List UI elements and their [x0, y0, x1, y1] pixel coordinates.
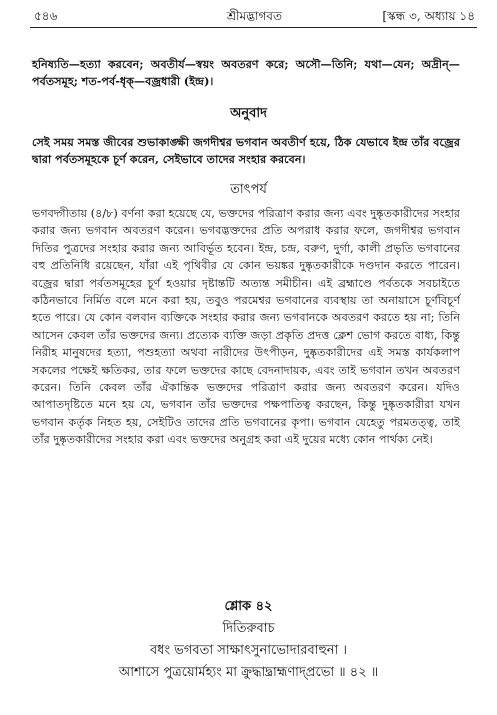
purport-heading: তাৎপর্য	[230, 182, 267, 197]
verse-line-2: আশাসে পুত্রয়োর্মহ্যং মা ক্রুদ্ধাদ্ব্রাহ্মণাদ্‌প্রভো ॥ ৪২ ॥	[118, 665, 379, 680]
header-rule	[30, 27, 477, 28]
verse-line-1: বধং ভগবতা সাক্ষাৎসুনাভোদারবাহুনা ।	[149, 643, 348, 658]
verse-speaker: দিতিরুবাচ	[222, 621, 275, 636]
translation-heading: অনুবাদ	[230, 106, 267, 121]
book-title: শ্রীমদ্ভাগবত	[226, 9, 282, 23]
page-number: ৫৪৬	[34, 9, 58, 23]
synonyms-paragraph: হনিষ্যতি—হত্যা করবেন; অবতীর্য—স্বয়ং অবতরণ করে; অসৌ—তিনি; যথা—যেন; অদ্রীন্—পর্বতসমূহ; শত-পর্ব-ধৃক্—বজ্রধারী (ইন্দ্র)।	[32, 57, 460, 89]
purport-text: ভগবদ্গীতায় (৪/৮) বর্ণনা করা হয়েছে যে, ভক্তদের পরিত্রাণ করার জন্য এবং দুষ্কৃতকারীদের সংহার করার জন্য ভগবান অবতরণ করেন। ভগবদ্ভক্তদের প্রতি অপরাধ করার ফলে, জগদীশ্বর ভগবান দিতির পুত্রদের সংহার করার জন্য আবির্ভূত হবেন। ইন্দ্র, চন্দ্র, বরুণ, দুর্গা, কালী প্রভৃতি ভগবানের বহু প্রতিনিধি রয়েছেন, যাঁরা এই পৃথিবীর যে কোন ভয়ঙ্কর দুষ্কৃতকারীকে দণ্ডদান করতে পারেন। বজ্রের দ্বারা পর্বতসমূহের চূর্ণ হওয়ার দৃষ্টান্তটি অত্যন্ত সমীচীন। এই ব্রহ্মাণ্ডে পর্বতকে সবচাইতে কঠিনভাবে নির্মিত বলে মনে করা হয়, তবুও পরমেশ্বর ভগবানের ব্যবস্থায় তা অনায়াসে চূর্ণবিচূর্ণ হতে পারে। যে কোন বলবান ব্যক্তিকে সংহার করার জন্য ভগবানকে অবতরণ করতে হয় না; তিনি আসেন কেবল তাঁর ভক্তদের জন্য। প্রত্যেক ব্যক্তি জড়া প্রকৃতি প্রদত্ত ক্লেশ ভোগ করতে বাধ্য, কিন্তু নিরীহ মানুষদের হত্যা, পশুহত্যা অথবা নারীদের উৎপীড়ন, দুষ্কৃতকারীদের এই সমস্ত কার্যকলাপ সকলের পক্ষেই ক্ষতিকর, তার ফলে ভক্তদের কাছে বেদনাদায়ক, এবং তাই ভগবান তখন অবতরণ করেন। তিনি কেবল তাঁর ঐকান্তিক ভক্তদের পরিত্রাণ করার জন্য অবতরণ করেন। যদিও আপাতদৃষ্টিতে মনে হয় যে, ভগবান তাঁর ভক্তদের পক্ষপাতিত্ব করছেন, কিন্তু দুষ্কৃতকারীরা যখন ভগবান কর্তৃক নিহত হয়, সেইটিও তাদের প্রতি ভগবানের কৃপা। ভগবান যেহেতু পরমতত্ত্ব, তাই তাঁর দুষ্কৃতকারীদের সংহার করা এবং ভক্তদের অনুগ্রহ করা এই দুয়ের মধ্যে কোন পার্থক্য নেই।	[32, 207, 460, 447]
translation-text: সেই সময় সমস্ত জীবের শুভাকাঙ্ক্ষী জগদীশ্বর ভগবান অবতীর্ণ হয়ে, ঠিক যেভাবে ইন্দ্র তাঁর বজ্রের দ্বারা পর্বতসমূহকে চূর্ণ করেন, সেইভাবে তাদের সংহার করবেন।	[32, 135, 460, 167]
verse-heading: শ্লোক ৪২	[224, 599, 273, 614]
section-reference: [স্কন্ধ ৩, অধ্যায় ১৪	[382, 9, 475, 23]
page-header	[34, 6, 475, 26]
